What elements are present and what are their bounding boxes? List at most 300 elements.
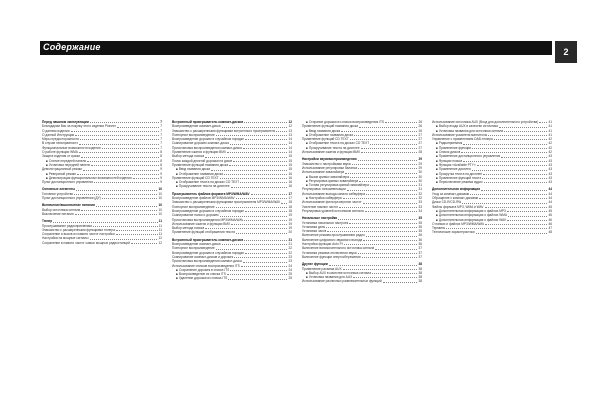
toc-entry-title: Воспроизведение из списка ITS bbox=[178, 272, 226, 277]
dot-leader bbox=[231, 224, 287, 225]
toc-page-number: 34 bbox=[418, 208, 422, 213]
dot-leader bbox=[484, 182, 548, 183]
toc-page-number: 42 bbox=[548, 150, 552, 155]
dot-leader bbox=[366, 194, 417, 195]
toc-entry-title: Реверсный режим bbox=[48, 171, 76, 176]
bullet-icon: ■ bbox=[436, 128, 438, 133]
toc-entry-title: Демонстрация функциональных возможностей изделия bbox=[48, 175, 132, 180]
toc-entry-title: Проигрыватель файлов формата MP3/WMA/WAV bbox=[172, 191, 250, 196]
dot-leader bbox=[233, 161, 287, 162]
page-title: Содержание bbox=[43, 42, 101, 52]
toc-entry bbox=[42, 196, 162, 200]
bullet-icon: ■ bbox=[436, 171, 438, 176]
dot-leader bbox=[483, 174, 547, 175]
dot-leader bbox=[75, 214, 158, 215]
dot-leader bbox=[276, 131, 287, 132]
toc-entry-title: Применение дисплея bbox=[438, 167, 471, 172]
toc-entry-title: О папках и файлах MP3/WMA/WAV bbox=[432, 221, 485, 226]
toc-column-1 bbox=[42, 120, 162, 380]
toc-page-number: 22 bbox=[288, 246, 292, 251]
toc-page-number: 23 bbox=[288, 254, 292, 259]
toc-page-number: 9 bbox=[160, 171, 162, 176]
toc-page-number: 30 bbox=[418, 174, 422, 179]
toc-entry-title: Регулировка кривых эквалайзера bbox=[308, 178, 359, 183]
toc-page-number: 27 bbox=[418, 132, 422, 137]
toc-entry-title: Сохранение и вызов из памяти частот настройки bbox=[42, 232, 115, 237]
toc-entry-title: Сканирование дорожек компакт-диска bbox=[172, 141, 229, 146]
toc-page-number: 29 bbox=[418, 165, 422, 170]
toc-page-number: 24 bbox=[288, 267, 292, 272]
toc-page-number: 33 bbox=[418, 200, 422, 205]
toc-page-number: 38 bbox=[418, 270, 422, 275]
toc-entry-title: Выключение питания bbox=[42, 211, 74, 216]
toc-entry-title: Обращение с компакт-дисками bbox=[432, 196, 479, 201]
toc-entry-title: Использование указателя магнитолы bbox=[432, 132, 488, 137]
toc-page-number: 27 bbox=[418, 141, 422, 146]
dot-leader bbox=[220, 216, 288, 217]
toc-entry-title: Воспроизведение дорожек в случайном порядке bbox=[172, 137, 244, 142]
dot-leader bbox=[354, 135, 417, 136]
toc-page-number: 15 bbox=[288, 162, 292, 167]
toc-entry bbox=[302, 279, 422, 283]
dot-leader bbox=[231, 187, 288, 188]
bullet-icon: ■ bbox=[436, 208, 438, 213]
toc-page-number: 38 bbox=[418, 279, 422, 284]
dot-leader bbox=[131, 243, 158, 244]
toc-entry-title: Настройка на мощные сигналы bbox=[42, 236, 89, 241]
toc-page-number: 10 bbox=[158, 211, 162, 216]
toc-page-number: 13 bbox=[288, 128, 292, 133]
toc-entry-title: Применение функций названия диска bbox=[172, 162, 229, 167]
toc-page-number: 30 bbox=[418, 178, 422, 183]
dot-leader bbox=[504, 131, 547, 132]
toc-entry-title: Повторное воспроизведение bbox=[172, 132, 215, 137]
dot-leader bbox=[96, 206, 158, 207]
toc-page-number: 9 bbox=[160, 180, 162, 185]
toc-entry-title: Воспроизведение дорожек в случайном порядке bbox=[172, 208, 244, 213]
dot-leader bbox=[81, 210, 157, 211]
toc-entry-title: Приостановка воспроизведения MP3/WMA/WAV bbox=[172, 217, 244, 222]
toc-page-number: 8 bbox=[160, 158, 162, 163]
dot-leader bbox=[461, 152, 547, 153]
toc-page-number: 21 bbox=[288, 237, 292, 242]
dot-leader bbox=[244, 122, 287, 123]
toc-entry-title: Головное устройство bbox=[42, 191, 74, 196]
toc-column-2 bbox=[172, 120, 292, 380]
bullet-icon: ■ bbox=[306, 270, 308, 275]
dot-leader bbox=[362, 257, 418, 258]
dot-leader bbox=[53, 222, 157, 223]
dot-leader bbox=[94, 182, 159, 183]
dot-leader bbox=[234, 257, 287, 258]
toc-page-number: 37 bbox=[418, 254, 422, 259]
toc-page-number: 35 bbox=[418, 224, 422, 229]
toc-column-3 bbox=[302, 120, 422, 380]
dot-leader bbox=[220, 178, 288, 179]
dot-leader bbox=[245, 211, 287, 212]
dot-leader bbox=[243, 148, 288, 149]
dot-leader bbox=[363, 203, 418, 204]
toc-entry-title: Пульт дистанционного управления bbox=[42, 180, 94, 185]
toc-entry-title: Технические характеристики bbox=[432, 230, 475, 235]
toc-page-number: 19 bbox=[288, 226, 292, 231]
dot-leader bbox=[205, 228, 287, 229]
bullet-icon: ■ bbox=[436, 141, 438, 146]
toc-page-number: 7 bbox=[160, 120, 162, 124]
toc-page-number: 31 bbox=[418, 187, 422, 192]
bullet-icon: ■ bbox=[436, 162, 438, 167]
dot-leader bbox=[350, 177, 417, 178]
toc-column-4 bbox=[432, 120, 552, 380]
dot-leader bbox=[75, 135, 159, 136]
dot-leader bbox=[345, 173, 417, 174]
toc-entry-title: Список дисков bbox=[438, 150, 461, 155]
toc-entry-title: Перед началом эксплуатации bbox=[42, 120, 89, 124]
dot-leader bbox=[79, 152, 159, 153]
toc-entry-title: Знакомство с расширенными функциями проигрывателя MP3/WMA/WAV bbox=[172, 200, 281, 205]
toc-entry-title: Удаление дорожки из списка ITS bbox=[178, 276, 228, 281]
dot-leader bbox=[227, 152, 287, 153]
toc-page-number: 46 bbox=[548, 221, 552, 226]
dot-leader bbox=[117, 127, 159, 128]
bullet-icon: ■ bbox=[46, 158, 48, 163]
dot-leader bbox=[507, 211, 548, 212]
toc-page-number: 43 bbox=[548, 158, 552, 163]
dot-leader bbox=[479, 198, 547, 199]
bullet-icon: ■ bbox=[436, 217, 438, 222]
toc-entry bbox=[302, 255, 422, 259]
toc-entry-title: Отображение названия диска bbox=[308, 132, 353, 137]
toc-page-number: 48 bbox=[548, 230, 552, 235]
toc-page-number: 12 bbox=[288, 124, 292, 129]
toc-page-number: 24 bbox=[288, 263, 292, 268]
toc-entry-title: Знакомство с расширенными функциями тюнера bbox=[42, 227, 115, 232]
toc-entry-title: Прокручивание текста на дисплее bbox=[178, 184, 230, 189]
toc-page-number: 43 bbox=[548, 167, 552, 172]
toc-entry-title: Установка названия для AUX bbox=[308, 275, 353, 280]
bullet-icon: ■ bbox=[46, 175, 48, 180]
bullet-icon: ■ bbox=[176, 272, 178, 277]
dot-leader bbox=[353, 277, 417, 278]
toc-page-number: 7 bbox=[160, 128, 162, 133]
toc-page-number: 11 bbox=[158, 232, 162, 237]
toc-page-number: 8 bbox=[160, 154, 162, 159]
toc-page-number: 23 bbox=[288, 259, 292, 264]
toc-page-number: 36 bbox=[418, 242, 422, 247]
dot-leader bbox=[485, 207, 548, 208]
toc-page-number: 26 bbox=[418, 124, 422, 129]
dot-leader bbox=[350, 139, 418, 140]
toc-page-number: 47 bbox=[548, 226, 552, 231]
toc-entry-title: Установка режима отключения звука bbox=[302, 250, 357, 255]
toc-entry-title: Включение режима прослушивания радио bbox=[302, 233, 365, 238]
dot-leader bbox=[102, 145, 162, 150]
toc-entry-title: Установка названия для источника сигнала bbox=[438, 128, 504, 133]
toc-entry bbox=[432, 180, 552, 184]
dot-leader bbox=[244, 240, 287, 241]
toc-entry-title: Уход за компакт-дисками bbox=[432, 191, 470, 196]
toc-entry-title: Файлы формата MP3, WMA и WAV bbox=[432, 204, 484, 209]
dot-leader bbox=[352, 164, 418, 165]
toc-page-number: 35 bbox=[418, 229, 422, 234]
dot-leader bbox=[347, 190, 418, 191]
toc-entry-title: Основные элементы bbox=[42, 187, 76, 192]
toc-page-number: 11 bbox=[158, 227, 162, 232]
toc-entry-title: Усиление нижних частот bbox=[302, 204, 339, 209]
toc-entry-title: О работе функции WMA bbox=[42, 150, 78, 155]
dot-leader bbox=[79, 144, 159, 145]
toc-page-number: 15 bbox=[288, 154, 292, 159]
section-header-bar bbox=[40, 41, 552, 55]
toc-entry bbox=[42, 212, 162, 216]
toc-page-number: 31 bbox=[418, 183, 422, 188]
toc-entry-title: В случае неисправности bbox=[42, 141, 79, 146]
toc-entry-title: Выбор источника сигнала bbox=[42, 207, 81, 212]
dot-leader bbox=[216, 249, 288, 250]
dot-leader bbox=[224, 174, 287, 175]
toc-entry-title: Использование сжатия и функции ВМХ bbox=[172, 221, 231, 226]
dot-leader bbox=[87, 161, 159, 162]
toc-page-number: 9 bbox=[160, 175, 162, 180]
toc-page-number: 27 bbox=[418, 137, 422, 142]
bullet-icon: ■ bbox=[306, 145, 308, 150]
toc-entry-title: Ввод названия диска bbox=[178, 167, 211, 172]
toc-page-number: 43 bbox=[548, 175, 552, 180]
dot-leader bbox=[230, 270, 287, 271]
toc-entry-title: Выбор AUX в качестве источника сигнала bbox=[308, 270, 372, 275]
bullet-icon: ■ bbox=[306, 174, 308, 179]
toc-entry-title: Использование различных развлекательных функций bbox=[302, 279, 382, 284]
toc-entry-title: Включение цифрового звукового выхода bbox=[302, 237, 363, 242]
toc-page-number: 43 bbox=[548, 154, 552, 159]
toc-page-number: 12 bbox=[158, 240, 162, 245]
bullet-icon: ■ bbox=[306, 196, 308, 201]
dot-leader bbox=[216, 207, 288, 208]
dot-leader bbox=[77, 171, 162, 176]
dot-leader bbox=[482, 178, 547, 179]
toc-entry-title: Включение функции энергосбережения bbox=[302, 254, 361, 259]
dot-leader bbox=[470, 194, 547, 195]
dot-leader bbox=[102, 198, 158, 199]
dot-leader bbox=[361, 148, 418, 149]
toc-page-number: 14 bbox=[288, 141, 292, 146]
bullet-icon: ■ bbox=[306, 132, 308, 137]
toc-page-number: 10 bbox=[158, 203, 162, 208]
toc-entry-title: Благодарим Вас за покупку этого изделия Pioneer bbox=[42, 124, 116, 129]
toc-page-number: 21 bbox=[288, 242, 292, 247]
toc-page-number: 45 bbox=[548, 208, 552, 213]
dot-leader bbox=[462, 203, 547, 204]
dot-leader bbox=[366, 236, 418, 237]
dot-leader bbox=[116, 234, 158, 235]
dot-leader bbox=[488, 135, 547, 136]
dot-leader bbox=[358, 168, 417, 169]
toc-entry-title: Поиск каждой десятой дорожки на диске bbox=[172, 158, 233, 163]
toc-entry-title: Термины bbox=[432, 226, 446, 231]
dot-leader bbox=[241, 266, 288, 267]
toc-entry-title: Установка часов bbox=[302, 229, 327, 234]
toc-entry bbox=[42, 241, 162, 245]
toc-entry-title: Защита изделия от кражи bbox=[42, 154, 81, 159]
dot-leader bbox=[222, 127, 288, 128]
toc-page-number: 41 bbox=[548, 132, 552, 137]
toc-page-number: 18 bbox=[288, 204, 292, 209]
dot-leader bbox=[81, 157, 159, 158]
toc-page-number: 32 bbox=[418, 191, 422, 196]
dot-leader bbox=[133, 175, 162, 180]
toc-page-number: 29 bbox=[418, 161, 422, 166]
toc-entry-title: Воспроизведение компакт-диска bbox=[172, 124, 221, 129]
dot-leader bbox=[90, 122, 159, 123]
dot-leader bbox=[385, 122, 417, 123]
toc-entry-title: Использование сжатия и функции ВМХ bbox=[302, 150, 361, 155]
dot-leader bbox=[463, 144, 547, 145]
dot-leader bbox=[363, 240, 417, 241]
toc-entry-title: Знакомство с настройками звука bbox=[302, 161, 351, 166]
toc-entry-title: Меры предосторожности bbox=[42, 137, 80, 142]
toc-entry-title: Применение функций CD TEXT bbox=[302, 137, 349, 142]
dot-leader bbox=[327, 231, 417, 232]
toc-entry-title: Применение функций текста bbox=[438, 175, 482, 180]
toc-page-number: 44 bbox=[548, 191, 552, 196]
toc-page-number: 35 bbox=[418, 220, 422, 225]
dot-leader bbox=[501, 157, 547, 158]
toc-entry-title: Выбор метода поиска bbox=[172, 226, 205, 231]
toc-page-number: 12 bbox=[288, 120, 292, 124]
toc-page-number: 16 bbox=[288, 184, 292, 189]
toc-page-number: 35 bbox=[418, 216, 422, 221]
toc-entry-title: Сканирование компакт-дисков и дорожек bbox=[172, 254, 234, 259]
toc-entry-title: Тюнер bbox=[42, 219, 53, 224]
dot-leader bbox=[339, 207, 417, 208]
bullet-icon: ■ bbox=[436, 213, 438, 218]
toc-page-number: 17 bbox=[288, 196, 292, 201]
toc-page-number: 42 bbox=[548, 137, 552, 142]
toc-entry-title: Вызов кривых эквалайзера bbox=[308, 174, 350, 179]
toc-page-number: 19 bbox=[288, 221, 292, 226]
toc-entry-title: Выбор входа AUX в качестве источника bbox=[438, 124, 498, 129]
toc-page-number: 38 bbox=[418, 262, 422, 267]
dot-leader bbox=[116, 230, 158, 231]
bullet-icon: ■ bbox=[436, 150, 438, 155]
toc-entry-title: Другие функции bbox=[302, 262, 328, 267]
dot-leader bbox=[205, 157, 287, 158]
toc-entry-title: Функция «Available PTY» bbox=[438, 162, 476, 167]
dot-leader bbox=[227, 274, 288, 275]
dot-leader bbox=[472, 170, 548, 171]
dot-leader bbox=[343, 269, 418, 270]
toc-entry-title: Настройки звуковоспроизведения bbox=[302, 157, 357, 162]
dot-leader bbox=[370, 144, 417, 145]
toc-page-number: 38 bbox=[418, 275, 422, 280]
bullet-icon: ■ bbox=[46, 162, 48, 167]
bullet-icon: ■ bbox=[306, 141, 308, 146]
toc-entry-title: Использование фильтра верхних частот bbox=[302, 200, 362, 205]
toc-page-number: 15 bbox=[288, 158, 292, 163]
toc-entry-title: Применение функций отображения текста bbox=[172, 230, 235, 235]
dot-leader bbox=[243, 262, 288, 263]
dot-leader bbox=[365, 211, 418, 212]
bullet-icon: ■ bbox=[436, 167, 438, 172]
toc-entry-title: Сканирование папок и дорожек bbox=[172, 213, 219, 218]
toc-entry bbox=[172, 230, 292, 234]
toc-page-number: 14 bbox=[288, 145, 292, 150]
dot-leader bbox=[91, 165, 159, 166]
toc-entry-title: Регулировка тонкомпенсации bbox=[302, 187, 346, 192]
toc-page-number: 42 bbox=[548, 141, 552, 146]
toc-entry-title: Применение функции bbox=[438, 145, 472, 150]
toc-entry-title: Радиоприемник bbox=[438, 141, 463, 146]
dot-leader bbox=[358, 253, 418, 254]
dot-leader bbox=[76, 190, 157, 191]
toc-entry-title: Дополнительная информация о файлах WAV bbox=[438, 217, 507, 222]
toc-entry bbox=[432, 230, 552, 234]
toc-page-number: 26 bbox=[418, 128, 422, 133]
toc-entry-title: Знакомство с расширенными функциями встроенного проигрывателя bbox=[172, 128, 276, 133]
toc-page-number: 45 bbox=[548, 204, 552, 209]
toc-entry-title: Встроенный проигрыватель компакт-дисков bbox=[172, 237, 244, 242]
toc-page-number: 10 bbox=[158, 207, 162, 212]
toc-entry-title: Дополнительная информация о файлах MP3 bbox=[438, 208, 506, 213]
toc-entry-title: Настройка функции Auto PI bbox=[302, 242, 343, 247]
bullet-icon: ■ bbox=[436, 175, 438, 180]
toc-entry-title: Дополнительная информация о файлах WMA bbox=[438, 213, 507, 218]
toc-entry-title: Стирание дорожки из списка воспроизведения ITS bbox=[308, 120, 385, 124]
toc-entry-title: Сохранение дорожек в списке ITS bbox=[178, 267, 230, 272]
dot-leader bbox=[245, 139, 287, 140]
dot-leader bbox=[508, 216, 547, 217]
toc-page-number: 36 bbox=[418, 233, 422, 238]
dot-leader bbox=[211, 170, 287, 171]
toc-entry-title: Использование регулировки баланса bbox=[302, 165, 358, 170]
toc-page-number: 19 bbox=[288, 213, 292, 218]
toc-entry-title: Снятие передней панели bbox=[48, 158, 87, 163]
dot-leader bbox=[383, 282, 418, 283]
toc-entry bbox=[172, 276, 292, 280]
bullet-icon: ■ bbox=[436, 158, 438, 163]
toc-page-number: 25 bbox=[288, 272, 292, 277]
dot-leader bbox=[83, 170, 159, 171]
toc-entry-title: Применение сжатия и функции ВМХ bbox=[172, 150, 227, 155]
toc-entry-title: Использование выхода канала сабвуфера bbox=[302, 191, 366, 196]
toc-entry-title: Отображение текста на дисках CD TEXT bbox=[178, 180, 240, 185]
bullet-icon: ■ bbox=[46, 171, 48, 176]
toc-page-number: 43 bbox=[548, 162, 552, 167]
toc-page-number: 30 bbox=[418, 170, 422, 175]
toc-page-number: 14 bbox=[288, 137, 292, 142]
toc-entry-title: Сохранение в памяти частот самых мощных радиостанций bbox=[42, 240, 130, 245]
toc-page-number: 44 bbox=[548, 196, 552, 201]
toc-page-number: 7 bbox=[160, 132, 162, 137]
toc-entry-title: Воспроизведение дорожек в случайном порядке bbox=[172, 250, 244, 255]
dot-leader bbox=[245, 253, 287, 254]
toc-page-number: 37 bbox=[418, 250, 422, 255]
dot-leader bbox=[446, 228, 547, 229]
toc-page-number: 7 bbox=[160, 145, 162, 150]
toc-entry-title: Управление с применением DAB-тюнера bbox=[432, 137, 493, 142]
dot-leader bbox=[80, 139, 159, 140]
bullet-icon: ■ bbox=[176, 180, 178, 185]
toc-entry-title: Начальные настройки bbox=[302, 216, 338, 221]
toc-page-number: 8 bbox=[160, 162, 162, 167]
page-number-tab: 2 bbox=[555, 41, 577, 63]
toc-page-number: 28 bbox=[418, 150, 422, 155]
toc-page-number: 44 bbox=[548, 200, 552, 205]
bullet-icon: ■ bbox=[176, 276, 178, 281]
bullet-icon: ■ bbox=[436, 154, 438, 159]
dot-leader bbox=[222, 244, 288, 245]
toc-entry-title: Прокрутка текста на дисплее bbox=[438, 171, 483, 176]
